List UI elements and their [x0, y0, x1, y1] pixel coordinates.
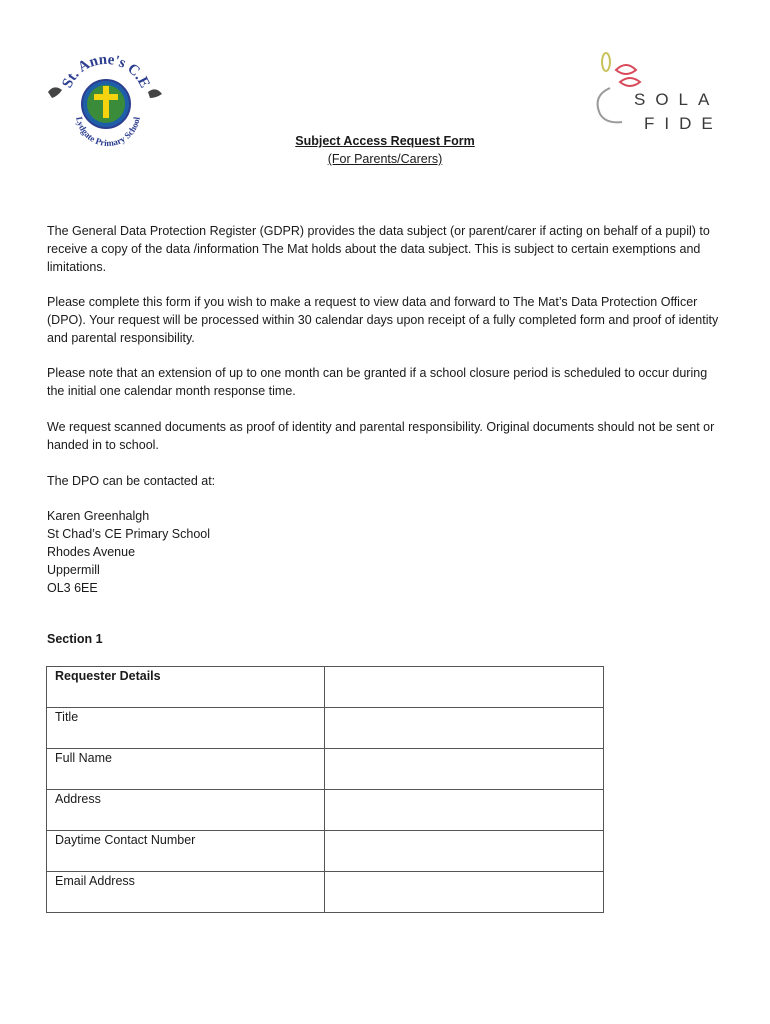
dpo-contact-label: The DPO can be contacted at: — [47, 474, 216, 488]
form-title: Subject Access Request Form — [295, 134, 475, 148]
sola-fide-logo — [590, 48, 725, 138]
daytime-contact-label: Daytime Contact Number — [47, 831, 325, 872]
form-subtitle: (For Parents/Carers) — [327, 152, 443, 166]
email-address-field[interactable] — [325, 872, 604, 913]
table-row — [47, 708, 604, 749]
daytime-contact-field[interactable] — [325, 831, 604, 872]
table-row — [47, 872, 604, 913]
table-header-row — [47, 667, 604, 708]
sola-text: SOLA — [634, 90, 720, 109]
full-name-label: Full Name — [47, 749, 325, 790]
intro-paragraph: The General Data Protection Register (GDPR) provides the data subject (or parent/carer if acting on behalf of a pupil) to receive a copy of the data /information The Mat holds about the data subject. This is subject to certain exemptions and limitations. — [47, 224, 710, 274]
fide-text: FIDE — [644, 114, 723, 133]
address-label: Address — [47, 790, 325, 831]
svg-text:St. Anne's C.E: St. Anne's C.E — [59, 51, 153, 91]
table-row — [47, 831, 604, 872]
address-line: Rhodes Avenue — [47, 545, 136, 559]
table-header-value[interactable] — [325, 667, 604, 708]
svg-text:Lydgate Primary School: Lydgate Primary School — [74, 115, 142, 149]
title-field[interactable] — [325, 708, 604, 749]
email-address-label: Email Address — [47, 872, 325, 913]
table-header-label: Requester Details — [47, 667, 325, 708]
address-line: Uppermill — [47, 563, 100, 577]
address-line: St Chad’s CE Primary School — [47, 527, 211, 541]
dpo-address — [47, 507, 210, 597]
section-heading: Section 1 — [47, 632, 103, 646]
requester-details-table — [46, 666, 604, 913]
table-row — [47, 749, 604, 790]
address-line: OL3 6EE — [47, 581, 98, 595]
documents-paragraph: We request scanned documents as proof of identity and parental responsibility. Original documents should not be sent or handed in to school. — [47, 420, 715, 452]
title-label: Title — [47, 708, 325, 749]
table-row — [47, 790, 604, 831]
full-name-field[interactable] — [325, 749, 604, 790]
address-line: Karen Greenhalgh — [47, 509, 150, 523]
instructions-paragraph: Please complete this form if you wish to make a request to view data and forward to The Mat’s Data Protection Officer (DPO). Your request will be processed within 30 calendar days upon receipt of a fully completed form and proof of identity and parental responsibility. — [47, 295, 719, 345]
extension-paragraph: Please note that an extension of up to one month can be granted if a school closure period is scheduled to occur during the initial one calendar month response time. — [47, 366, 708, 398]
address-field[interactable] — [325, 790, 604, 831]
